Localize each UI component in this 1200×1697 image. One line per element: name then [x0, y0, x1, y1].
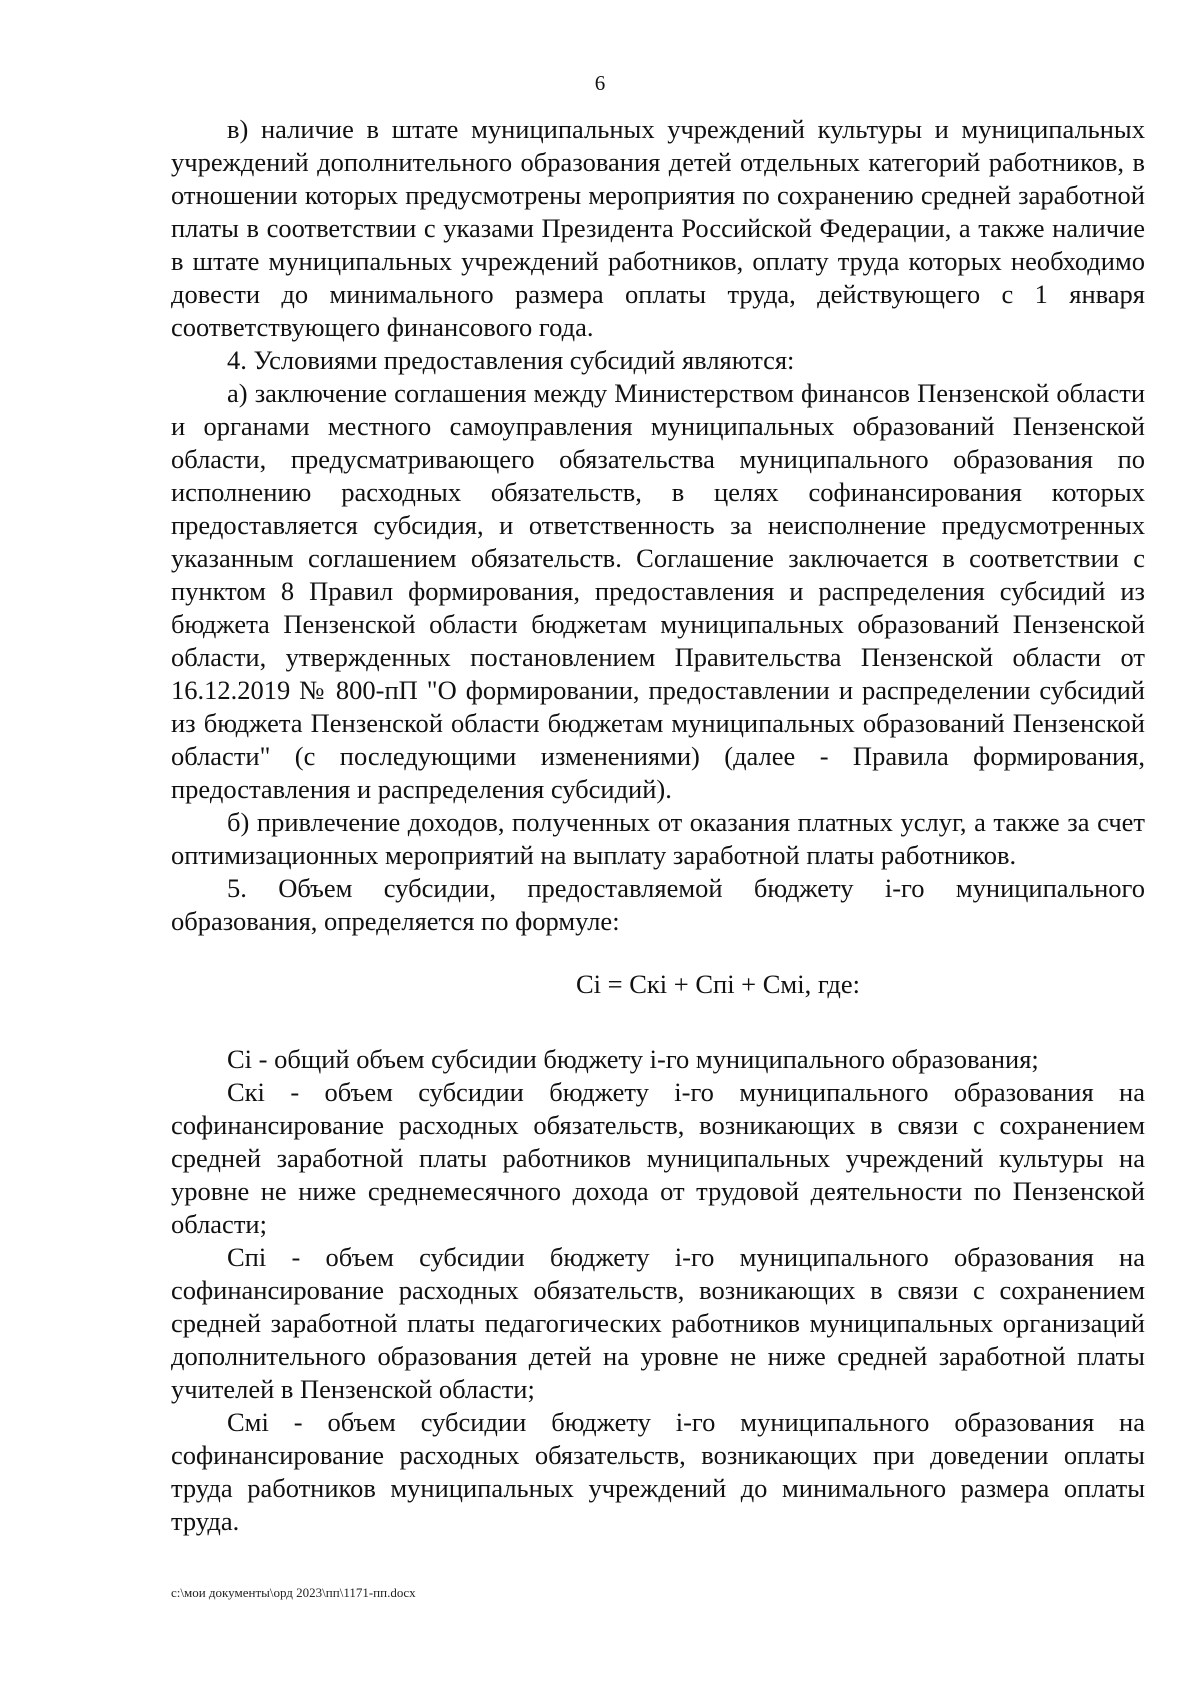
document-body: [171, 113, 1145, 1538]
definition-ci: Ci - общий объем субсидии бюджету i-го муниципального образования;: [227, 1044, 1039, 1074]
paragraph-4a-agreement: а) заключение соглашения между Министерством финансов Пензенской области и органами местного самоуправления муниципальных образований Пензенской области, предусматривающего обязательства муниципального образования по исполнению расходных обязательств, в целях софинансирования которых предоставляется субсидия, и ответственность за неисполнение предусмотренных указанным соглашением обязательств. Соглашение заключается в соответствии с пунктом 8 Правил формирования, предоставления и распределения субсидий из бюджета Пензенской области бюджетам муниципальных образований Пензенской области, утвержденных постановлением Правительства Пензенской области от 16.12.2019 № 800-пП "О формировании, предоставлении и распределении субсидий из бюджета Пензенской области бюджетам муниципальных образований Пензенской области" (с последующими изменениями) (далее - Правила формирования, предоставления и распределения субсидий).: [171, 378, 1145, 804]
page-number: 6: [594, 71, 606, 95]
subsidy-formula: Ci = Cкi + Cпi + Cмi, где:: [576, 969, 860, 999]
paragraph-5-subsidy-volume: 5. Объем субсидии, предоставляемой бюджету i-го муниципального образования, определяется по формуле:: [171, 873, 1145, 936]
paragraph-3v-staff-categories: в) наличие в штате муниципальных учреждений культуры и муниципальных учреждений дополнительного образования детей отдельных категорий работников, в отношении которых предусмотрены мероприятия по сохранению средней заработной платы в соответствии с указами Президента Российской Федерации, а также наличие в штате муниципальных учреждений работников, оплату труда которых необходимо довести до минимального размера оплаты труда, действующего с 1 января соответствующего финансового года.: [171, 114, 1145, 342]
paragraph-4b-income: б) привлечение доходов, полученных от оказания платных услуг, а также за счет оптимизационных мероприятий на выплату заработной платы работников.: [171, 807, 1145, 870]
definition-cmi: Cмi - объем субсидии бюджету i-го муниципального образования на софинансирование расходных обязательств, возникающих при доведении оплаты труда работников муниципальных учреждений до минимального размера оплаты труда.: [171, 1407, 1145, 1536]
footer-file-path: c:\мои документы\орд 2023\пп\1171-пп.docx: [171, 1585, 416, 1600]
paragraph-4-conditions-heading: 4. Условиями предоставления субсидий являются:: [227, 345, 795, 375]
definition-cki: Cкi - объем субсидии бюджету i-го муниципального образования на софинансирование расходных обязательств, возникающих в связи с сохранением средней заработной платы работников муниципальных учреждений культуры на уровне не ниже среднемесячного дохода от трудовой деятельности по Пензенской области;: [171, 1077, 1145, 1239]
definition-cpi: Cпi - объем субсидии бюджету i-го муниципального образования на софинансирование расходных обязательств, возникающих в связи с сохранением средней заработной платы педагогических работников муниципальных организаций дополнительного образования детей на уровне не ниже средней заработной платы учителей в Пензенской области;: [171, 1242, 1145, 1404]
